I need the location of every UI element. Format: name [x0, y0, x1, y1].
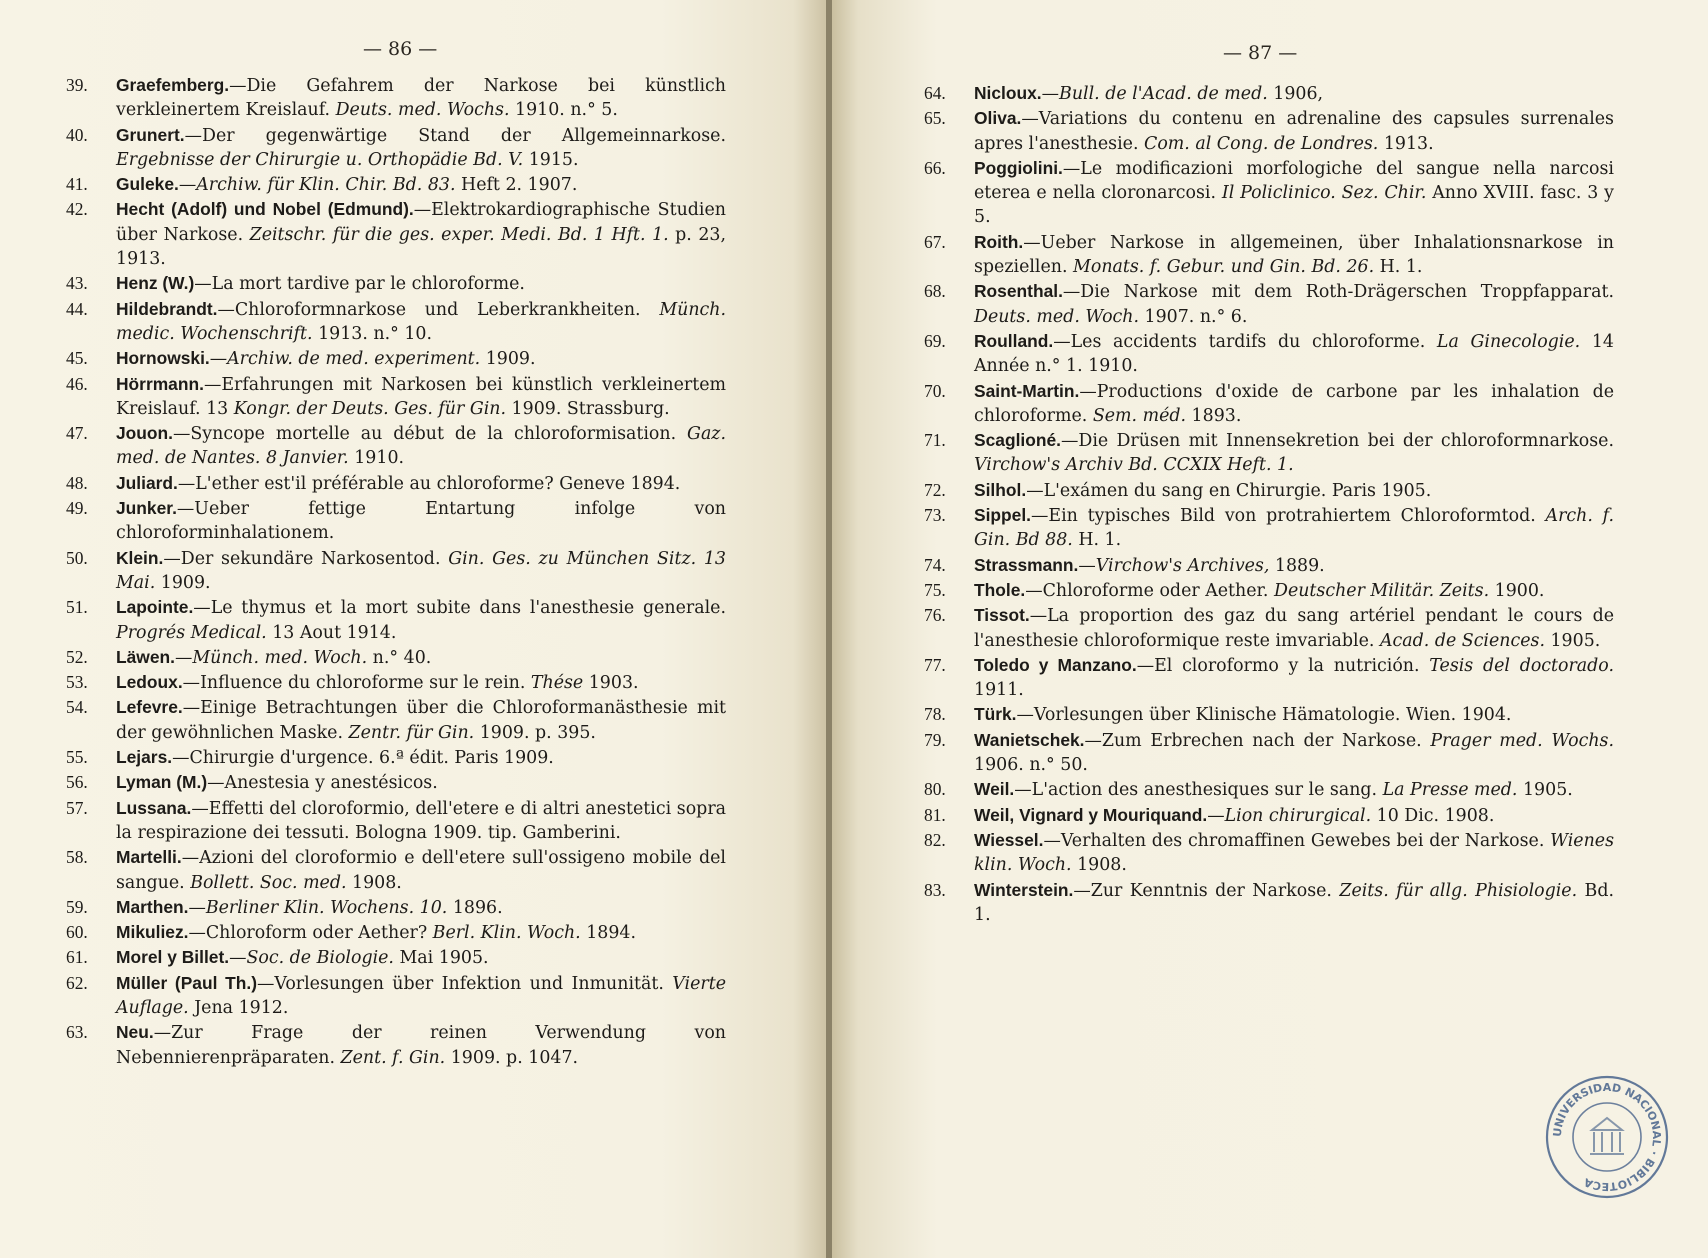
- author-name: Sippel.: [974, 505, 1032, 526]
- author-name: Rosenthal.: [974, 281, 1063, 302]
- author-name: Silhol.: [974, 479, 1027, 500]
- entry-text: —Verhalten des chromaffinen Gewebes bei der Narkose.: [1043, 830, 1551, 851]
- author-name: Juliard.: [116, 472, 178, 493]
- entry-number: 68.: [924, 281, 946, 302]
- entry-text: —Die Narkose mit dem Roth-Drägerschen Troppfapparat.: [1062, 282, 1614, 303]
- entry-tail: 1908.: [1071, 855, 1127, 876]
- author-name: Thole.: [974, 579, 1026, 600]
- entry-source: Berl. Klin. Woch.: [432, 923, 581, 944]
- entry-number: 62.: [66, 972, 88, 993]
- left-page: [0, 0, 826, 1258]
- stamp-emblem-icon: [1590, 1118, 1624, 1154]
- entry-tail: 1905.: [1544, 630, 1601, 651]
- svg-text:UNIVERSIDAD NACIONAL · BIBLIOT: [1551, 1081, 1663, 1193]
- bibliography-entry: [924, 803, 1614, 828]
- entry-number: 45.: [66, 348, 88, 369]
- entry-number: 69.: [924, 330, 946, 351]
- entry-source: Gin. Ges. zu München Sitz. 13 Mai.: [116, 548, 726, 593]
- bibliography-list-left: [66, 73, 726, 1070]
- bibliography-entry: [66, 695, 726, 745]
- entry-tail: H. 1.: [1374, 257, 1423, 278]
- author-name: Läwen.: [116, 646, 175, 667]
- entry-tail: 1889.: [1269, 555, 1325, 576]
- entry-number: 48.: [66, 472, 88, 493]
- entry-tail: 1906,: [1267, 84, 1324, 104]
- entry-source: Arch. f. Gin. Bd 88.: [974, 506, 1614, 551]
- entry-tail: p. 23, 1913.: [116, 224, 726, 270]
- bibliography-entry: [924, 578, 1614, 603]
- entry-text: —Le modificazioni morfologiche del sangue nella narcosi eterea e nella cloronarcosi.: [974, 158, 1614, 204]
- author-name: Lussana.: [116, 797, 192, 818]
- entry-source: Acad. de Sciences.: [1379, 630, 1545, 651]
- entry-source: La Ginecologie.: [1436, 331, 1581, 352]
- author-name: Oliva.: [974, 108, 1022, 129]
- entry-text: —Der sekundäre Narkosentod.: [163, 548, 449, 569]
- entry-tail: 1908.: [346, 872, 402, 893]
- entry-number: 63.: [66, 1022, 88, 1043]
- entry-tail: 1913. n.° 10.: [312, 323, 433, 344]
- entry-tail: 1910.: [348, 448, 405, 469]
- entry-source: Tesis del doctorado.: [1429, 655, 1614, 676]
- entry-source: Gaz. med. de Nantes. 8 Janvier.: [116, 424, 726, 469]
- author-name: Martelli.: [116, 847, 182, 868]
- entry-source: Virchow's Archiv Bd. CCXIX Heft. 1.: [974, 455, 1294, 476]
- bibliography-entry: [66, 297, 726, 347]
- entry-number: 51.: [66, 597, 88, 618]
- bibliography-entry: [924, 503, 1614, 553]
- author-name: Scaglioné.: [974, 430, 1061, 451]
- entry-text: —Les accidents tardifs du chloroforme.: [1053, 331, 1437, 352]
- entry-text: —Chloroform oder Aether?: [188, 923, 433, 944]
- entry-number: 42.: [66, 199, 88, 220]
- entry-tail: n.° 40.: [367, 647, 432, 668]
- author-name: Jouon.: [116, 423, 173, 444]
- entry-source: Zeits. für allg. Phisiologie.: [1339, 880, 1578, 901]
- entry-source: Berliner Klin. Wochens. 10.: [205, 897, 448, 918]
- author-name: Türk.: [974, 704, 1017, 725]
- entry-text: —Vorlesungen über Infektion und Inmunität.: [256, 973, 673, 994]
- entry-source: Il Policlinico. Sez. Chir.: [1221, 183, 1427, 204]
- entry-source: Münch. medic. Wochenschrift.: [116, 299, 726, 344]
- entry-text: —Erfahrungen mit Narkosen bei künstlich verkleinertem Kreislauf. 13: [116, 374, 726, 419]
- author-name: Hornowski.: [116, 348, 210, 369]
- entry-tail: Heft 2. 1907.: [455, 175, 578, 196]
- bibliography-entry: [66, 172, 726, 197]
- entry-tail: 1915.: [523, 149, 579, 170]
- bibliography-entry: [66, 421, 726, 471]
- entry-number: 81.: [924, 804, 946, 825]
- entry-text: —Chloroformnarkose und Leberkrankheiten.: [217, 299, 660, 320]
- entry-source: Com. al Cong. de Londres.: [1144, 133, 1379, 154]
- entry-number: 71.: [924, 430, 946, 451]
- entry-source: Bull. de l'Acad. de med.: [1059, 84, 1268, 104]
- bibliography-entry: [66, 770, 726, 795]
- entry-text: —Le thymus et la mort subite dans l'anesthesie generale.: [193, 598, 726, 619]
- entry-source: Deutscher Militär. Zeits.: [1274, 580, 1490, 601]
- entry-source: Soc. de Biologie.: [246, 948, 394, 969]
- author-name: Guleke.: [116, 174, 179, 195]
- entry-source: Virchow's Archives,: [1095, 555, 1270, 576]
- entry-text: —: [229, 948, 247, 969]
- entry-text: —Ueber Narkose in allgemeinen, über Inhalationsnarkose in speziellen.: [974, 232, 1614, 278]
- entry-number: 53.: [66, 672, 88, 693]
- entry-number: 52.: [66, 646, 88, 667]
- entry-number: 61.: [66, 947, 88, 968]
- bibliography-entry: [924, 777, 1614, 802]
- entry-number: 41.: [66, 174, 88, 195]
- entry-tail: 1910. n.° 5.: [509, 100, 618, 121]
- entry-number: 60.: [66, 922, 88, 943]
- entry-text: —Die Gefahrem der Narkose bei künstlich verkleinertem Kreislauf.: [116, 76, 726, 121]
- bibliography-list-right: [924, 81, 1614, 927]
- entry-source: Lion chirurgical.: [1224, 805, 1372, 826]
- author-name: Junker.: [116, 498, 177, 519]
- entry-text: —L'action des anesthesiques sur le sang.: [1014, 780, 1383, 801]
- entry-tail: Jena 1912.: [188, 997, 289, 1018]
- author-name: Wiessel.: [974, 829, 1044, 850]
- bibliography-entry: [924, 553, 1614, 578]
- entry-source: Zeitschr. für die ges. exper. Medi. Bd. 1 Hft. 1.: [249, 224, 669, 245]
- entry-text: —Einige Betrachtungen über die Chloroformanästhesie mit der gewöhnlichen Maske.: [116, 698, 726, 743]
- stamp-text: UNIVERSIDAD NACIONAL · BIBLIOTECA: [1550, 1080, 1664, 1194]
- entry-text: —: [174, 647, 193, 668]
- bibliography-entry: [66, 945, 726, 970]
- entry-number: 82.: [924, 829, 946, 850]
- entry-text: —La proportion des gaz du sang artériel pendant le cours de l'anesthesie chloroformique reste imvariable.: [974, 606, 1614, 651]
- entry-number: 76.: [924, 605, 946, 626]
- author-name: Winterstein.: [974, 879, 1074, 900]
- entry-source: Sem. méd.: [1092, 405, 1187, 426]
- entry-source: Archiw. für Klin. Chir. Bd. 83.: [196, 175, 456, 196]
- bibliography-entry: [924, 279, 1614, 329]
- bibliography-entry: [66, 745, 726, 770]
- bibliography-entry: [66, 645, 726, 670]
- entry-tail: 1905.: [1517, 780, 1573, 801]
- page-number-left: — 86 —: [363, 38, 438, 60]
- entry-number: 73.: [924, 505, 946, 526]
- bibliography-entry: [66, 1020, 726, 1070]
- entry-text: —Azioni del cloroformio e dell'etere sull'ossigeno mobile del sangue.: [116, 848, 726, 893]
- entry-tail: 1909. Strassburg.: [506, 398, 670, 419]
- bibliography-entry: [66, 895, 726, 920]
- entry-text: —: [1078, 555, 1096, 576]
- author-name: Lejars.: [116, 747, 173, 768]
- entry-source: Progrés Medical.: [116, 622, 267, 643]
- author-name: Neu.: [116, 1022, 154, 1043]
- entry-tail: 1903.: [583, 673, 639, 694]
- author-name: Lyman (M.): [116, 772, 208, 793]
- entry-source: Zentr. für Gin.: [348, 722, 475, 743]
- entry-number: 54.: [66, 697, 88, 718]
- entry-text: —: [188, 897, 206, 918]
- author-name: Ledoux.: [116, 672, 183, 693]
- author-name: Tissot.: [974, 605, 1030, 626]
- entry-tail: 1911.: [974, 680, 1024, 701]
- entry-number: 72.: [924, 479, 946, 500]
- author-name: Graefemberg.: [116, 75, 230, 95]
- entry-number: 57.: [66, 797, 88, 818]
- entry-source: Archiw. de med. experiment.: [227, 349, 481, 370]
- author-name: Henz (W.): [116, 273, 195, 294]
- entry-text: —Der gegenwärtige Stand der Allgemeinnarkose.: [184, 125, 726, 146]
- entry-tail: H. 1.: [1072, 530, 1122, 551]
- bibliography-entry: [66, 471, 726, 496]
- author-name: Nicloux.: [974, 83, 1042, 103]
- entry-number: 75.: [924, 579, 946, 600]
- entry-tail: 1906. n.° 50.: [974, 755, 1088, 776]
- bibliography-entry: [924, 379, 1614, 429]
- entry-text: —Anestesia y anestésicos.: [207, 773, 438, 794]
- author-name: Hecht (Adolf) und Nobel (Edmund).: [116, 199, 414, 220]
- bibliography-entry: [924, 828, 1614, 878]
- bibliography-entry: [66, 670, 726, 695]
- entry-text: —Influence du chloroforme sur le rein.: [182, 673, 531, 694]
- entry-number: 67.: [924, 231, 946, 252]
- entry-text: —Chloroforme oder Aether.: [1025, 580, 1274, 601]
- entry-tail: 1893.: [1186, 405, 1242, 426]
- entry-source: Monats. f. Gebur. und Gin. Bd. 26.: [1073, 257, 1375, 278]
- bibliography-entry: [66, 271, 726, 296]
- entry-number: 65.: [924, 108, 946, 129]
- entry-number: 83.: [924, 879, 946, 900]
- bibliography-entry: [66, 595, 726, 645]
- entry-tail: Mai 1905.: [393, 948, 489, 969]
- bibliography-entry: [924, 230, 1614, 280]
- entry-tail: 1907. n.° 6.: [1139, 306, 1248, 327]
- bibliography-entry: [924, 81, 1614, 106]
- entry-source: Deuts. med. Woch.: [974, 306, 1140, 327]
- entry-number: 40.: [66, 124, 88, 145]
- entry-text: —Zur Kenntnis der Narkose.: [1073, 880, 1340, 901]
- entry-number: 66.: [924, 157, 946, 178]
- entry-text: —L'exámen du sang en Chirurgie. Paris 1905.: [1026, 480, 1432, 501]
- entry-text: —Variations du contenu en adrenaline des capsules surrenales apres l'anesthesie.: [974, 109, 1614, 154]
- bibliography-entry: [924, 428, 1614, 478]
- bibliography-entry: [924, 653, 1614, 703]
- author-name: Roulland.: [974, 330, 1054, 351]
- right-page: [832, 0, 1708, 1258]
- author-name: Grunert.: [116, 124, 185, 145]
- author-name: Hildebrandt.: [116, 298, 218, 319]
- entry-tail: 1909. p. 395.: [474, 722, 596, 743]
- author-name: Hörrmann.: [116, 373, 204, 394]
- entry-number: 39.: [66, 75, 88, 95]
- bibliography-entry: [924, 728, 1614, 778]
- bibliography-entry: [66, 546, 726, 596]
- bibliography-entry: [66, 123, 726, 173]
- entry-source: Ergebnisse der Chirurgie u. Orthopädie Bd. V.: [116, 149, 524, 170]
- entry-text: —Vorlesungen über Klinische Hämatologie. Wien. 1904.: [1016, 705, 1512, 726]
- bibliography-entry: [66, 845, 726, 895]
- author-name: Wanietschek.: [974, 729, 1085, 750]
- entry-text: —: [1041, 84, 1060, 104]
- author-name: Lefevre.: [116, 697, 183, 718]
- entry-number: 58.: [66, 847, 88, 868]
- entry-text: —La mort tardive par le chloroforme.: [194, 274, 525, 295]
- bibliography-entry: [924, 156, 1614, 230]
- author-name: Klein.: [116, 547, 164, 568]
- entry-tail: 14 Année n.° 1. 1910.: [974, 331, 1614, 377]
- bibliography-entry: [66, 346, 726, 371]
- entry-text: —Die Drüsen mit Innensekretion bei der chloroformnarkose.: [1060, 431, 1614, 452]
- entry-number: 64.: [924, 83, 946, 103]
- entry-tail: 1909. p. 1047.: [445, 1047, 579, 1068]
- author-name: Morel y Billet.: [116, 947, 230, 968]
- bibliography-entry: [66, 197, 726, 271]
- entry-source: Zent. f. Gin.: [340, 1047, 446, 1068]
- entry-tail: 1900.: [1489, 580, 1545, 601]
- entry-number: 77.: [924, 654, 946, 675]
- bibliography-entry: [924, 603, 1614, 653]
- entry-tail: 1909.: [155, 572, 211, 593]
- entry-text: —L'ether est'il préférable au chloroforme? Geneve 1894.: [177, 473, 681, 494]
- bibliography-entry: [924, 702, 1614, 727]
- entry-text: —Productions d'oxide de carbone par les inhalation de chloroforme.: [974, 381, 1614, 426]
- entry-number: 70.: [924, 380, 946, 401]
- entry-number: 44.: [66, 298, 88, 319]
- entry-tail: Anno XVIII. fasc. 3 y 5.: [974, 183, 1614, 228]
- bibliography-entry: [924, 329, 1614, 379]
- author-name: Strassmann.: [974, 554, 1079, 575]
- bibliography-entry: [66, 971, 726, 1021]
- author-name: Weil, Vignard y Mouriquand.: [974, 804, 1208, 825]
- author-name: Mikuliez.: [116, 922, 189, 943]
- entry-tail: 1913.: [1378, 133, 1434, 154]
- entry-source: Münch. med. Woch.: [192, 647, 368, 668]
- entry-text: —: [178, 175, 197, 196]
- entry-source: Vierte Auflage.: [116, 973, 726, 1018]
- author-name: Lapointe.: [116, 597, 194, 618]
- entry-text: —Zur Frage der reinen Verwendung von Nebennierenpräparaten.: [116, 1023, 726, 1068]
- bibliography-entry: [924, 106, 1614, 156]
- entry-text: —Ueber fettige Entartung infolge von chloroforminhalationem.: [116, 499, 726, 544]
- entry-source: La Presse med.: [1382, 780, 1518, 801]
- entry-number: 49.: [66, 498, 88, 519]
- entry-number: 59.: [66, 896, 88, 917]
- page-number-right: — 87 —: [1223, 42, 1298, 64]
- entry-text: —Chirurgie d'urgence. 6.ª édit. Paris 1909.: [172, 748, 554, 769]
- entry-tail: Bd. 1.: [974, 880, 1614, 925]
- author-name: Toledo y Manzano.: [974, 654, 1137, 675]
- library-stamp: [1542, 1072, 1672, 1202]
- entry-number: 79.: [924, 729, 946, 750]
- bibliography-entry: [66, 920, 726, 945]
- entry-source: Prager med. Wochs.: [1430, 730, 1614, 751]
- entry-source: Kongr. der Deuts. Ges. für Gin.: [233, 398, 507, 419]
- entry-number: 50.: [66, 547, 88, 568]
- bibliography-entry: [924, 878, 1614, 928]
- entry-number: 47.: [66, 423, 88, 444]
- author-name: Saint-Martin.: [974, 380, 1080, 401]
- entry-tail: 1909.: [480, 349, 536, 370]
- entry-text: —Zum Erbrechen nach der Narkose.: [1084, 730, 1431, 751]
- bibliography-entry: [66, 496, 726, 546]
- entry-number: 56.: [66, 772, 88, 793]
- author-name: Poggiolini.: [974, 157, 1063, 178]
- entry-source: Thése: [530, 673, 584, 694]
- entry-text: —: [209, 349, 228, 370]
- bibliography-entry: [66, 796, 726, 846]
- entry-number: 78.: [924, 704, 946, 725]
- entry-number: 74.: [924, 554, 946, 575]
- entry-tail: 1896.: [447, 897, 503, 918]
- entry-text: —El cloroformo y la nutrición.: [1136, 655, 1430, 676]
- author-name: Marthen.: [116, 896, 189, 917]
- entry-number: 80.: [924, 779, 946, 800]
- entry-number: 55.: [66, 747, 88, 768]
- entry-text: —: [1207, 805, 1225, 826]
- entry-number: 43.: [66, 273, 88, 294]
- author-name: Roith.: [974, 231, 1024, 252]
- author-name: Weil.: [974, 779, 1015, 800]
- entry-text: —Effetti del cloroformio, dell'etere e di altri anestetici sopra la respirazione dei tessuti. Bologna 1909. tip. Gamberini.: [116, 798, 726, 843]
- entry-tail: 1894.: [580, 923, 637, 944]
- bibliography-entry: [66, 372, 726, 422]
- author-name: Müller (Paul Th.): [116, 972, 257, 993]
- entry-text: —Ein typisches Bild von protrahiertem Chloroformtod.: [1031, 506, 1546, 527]
- bibliography-entry: [66, 73, 726, 123]
- entry-tail: 10 Dic. 1908.: [1371, 805, 1495, 826]
- entry-source: Wienes klin. Woch.: [974, 830, 1614, 876]
- entry-source: Deuts. med. Wochs.: [335, 100, 510, 121]
- entry-number: 46.: [66, 373, 88, 394]
- entry-text: —Elektrokardiographische Studien über Narkose.: [116, 200, 726, 245]
- entry-source: Bollett. Soc. med.: [190, 872, 347, 893]
- entry-tail: 13 Aout 1914.: [266, 622, 397, 643]
- entry-text: —Syncope mortelle au début de la chloroformisation.: [173, 424, 688, 445]
- bibliography-entry: [924, 478, 1614, 503]
